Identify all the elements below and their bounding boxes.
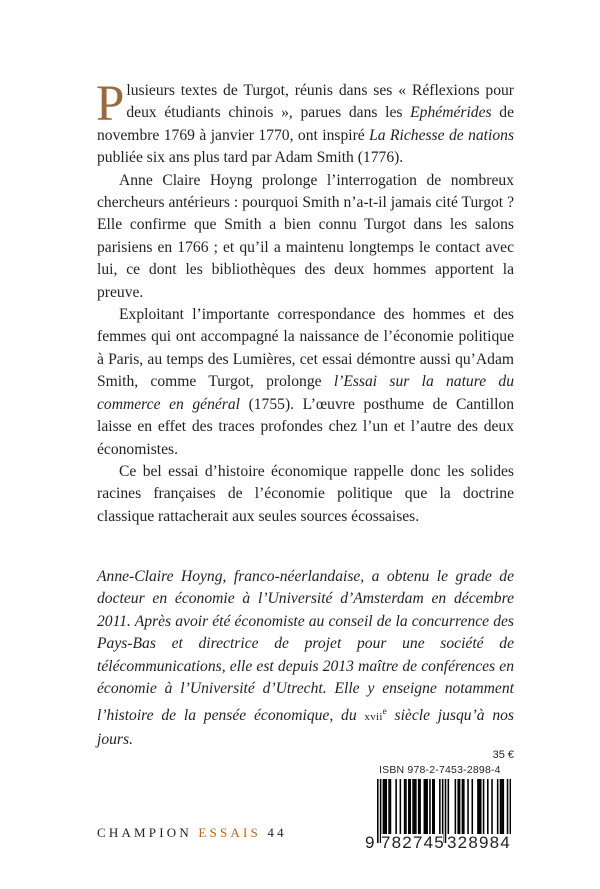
blurb-paragraph-4: Ce bel essai d’histoire économique rappelle donc les solides racines françaises de l’économie politique que la doctrine classique rattacherait aux seules sources écossaises. [97, 462, 514, 525]
blurb-paragraph-3 [97, 304, 514, 461]
drop-cap: P [96, 76, 125, 132]
series-part-2: ESSAIS [198, 825, 261, 840]
barcode-bar [448, 779, 450, 835]
barcode-bar [432, 779, 434, 835]
barcode-bar [414, 779, 416, 835]
barcode-bar [497, 779, 499, 835]
barcode-bar [483, 779, 485, 835]
author-bio-century-sup: e [382, 706, 387, 717]
barcode-bar [390, 779, 392, 835]
barcode-bar [388, 779, 390, 835]
barcode-bar [383, 779, 385, 835]
barcode-bar [463, 779, 465, 835]
barcode-bar [408, 779, 410, 835]
price-label: 35 € [492, 749, 514, 761]
barcode-bar [491, 779, 493, 835]
series-name [97, 825, 287, 841]
barcode-bar [500, 779, 502, 835]
barcode-right-group: 328984 [447, 833, 511, 852]
barcode-bar [433, 779, 435, 835]
isbn-label: ISBN 978-2-7453-2898-4 [379, 764, 501, 776]
author-bio [97, 566, 514, 751]
author-bio-century: xvii [364, 711, 383, 724]
author-bio-end: siècle jusqu’à nos jours. [97, 707, 515, 749]
blurb-paragraph-2: Anne Claire Hoyng prolonge l’interrogation de nombreux chercheurs antérieurs : pourquoi Smith n’a-t-il jamais cité Turgot ? Elle confirme que Smith a bien connu Turgot dans les salons parisiens en 1766 ; et qu’il a maintenu longtemps le contact avec lui, ce dont les bibliothèques des deux hommes apportent la preuve. [97, 171, 514, 301]
barcode-bar [457, 779, 459, 835]
barcode-bar [480, 779, 482, 835]
barcode-first-digit: 9 [365, 833, 375, 852]
series-number: 44 [267, 825, 287, 840]
barcode-bar [412, 779, 414, 835]
barcode-bar [459, 779, 461, 835]
barcode-bar [479, 779, 481, 835]
blurb-p3-text-end: (1755). L’œuvre posthume de Cantillon laisse en effet des traces profondes chez l’un et l’autre des deux économistes. [97, 395, 514, 458]
blurb-p1-title-ephemerides: Ephémérides [410, 104, 492, 122]
blurb-p1-text-end: publiée six ans plus tard par Adam Smith (1776). [97, 149, 404, 167]
barcode-bar [487, 779, 489, 835]
blurb-p1-text: lusieurs textes de Turgot, réunis dans ses « Réflexions pour deux étudiants chinois », parues dans les [126, 82, 514, 122]
author-bio-text [97, 566, 514, 751]
barcode-bar [385, 779, 387, 835]
barcode-bar [400, 779, 402, 835]
back-cover-blurb [96, 76, 515, 528]
blurb-p1-title-richesse: La Richesse de nations [369, 126, 515, 144]
barcode-bar [429, 779, 431, 835]
barcode-bar [472, 779, 474, 835]
barcode-bar [455, 779, 457, 835]
barcode-bar [503, 779, 505, 835]
barcode-bar [426, 779, 428, 835]
barcode-bar [418, 779, 420, 835]
blurb-p3-text: Exploitant l’importante correspondance des hommes et des femmes qui ont accompagné la naissance de l’économie politique à Paris, au temps des Lumières, cet essai démontre aussi qu’Adam Smith, comme Turgot, prolonge [97, 306, 514, 391]
barcode-bar [462, 779, 464, 835]
barcode-bar [415, 779, 417, 835]
barcode-bar [404, 779, 406, 835]
series-part-1: CHAMPION [97, 825, 192, 840]
author-bio-main: Anne-Claire Hoyng, franco-néerlandaise, a obtenu le grade de docteur en économie à l’Université d’Amsterdam en décembre 2011. Après avoir été économiste au conseil de la concurrence des Pays-Bas et directrice de projet pour une société de télécommunications, elle est depuis 2013 maître de conférences en économie à l’Université d’Utrecht. Elle y enseigne notamment l’histoire de la pensée économique, du [97, 568, 514, 725]
barcode-bar [419, 779, 421, 835]
blurb-p3-title-essai: l’Essai sur la nature du commerce en général [97, 373, 515, 413]
barcode-bar [467, 779, 469, 835]
blurb-p1-text-mid: de novembre 1769 à janvier 1770, ont inspiré [97, 104, 514, 144]
barcode-bar [425, 779, 427, 835]
barcode-digits [365, 833, 517, 851]
barcode [365, 779, 517, 851]
barcode-bar [395, 779, 397, 835]
barcode-bar [409, 779, 411, 835]
barcode-bar [424, 779, 426, 835]
barcode-bar [384, 779, 386, 835]
barcode-bar [405, 779, 407, 835]
barcode-left-group: 782745 [381, 833, 445, 852]
barcode-bar [501, 779, 503, 835]
barcode-bar [439, 779, 441, 835]
blurb-paragraph-1 [96, 76, 515, 170]
barcode-bar [477, 779, 479, 835]
